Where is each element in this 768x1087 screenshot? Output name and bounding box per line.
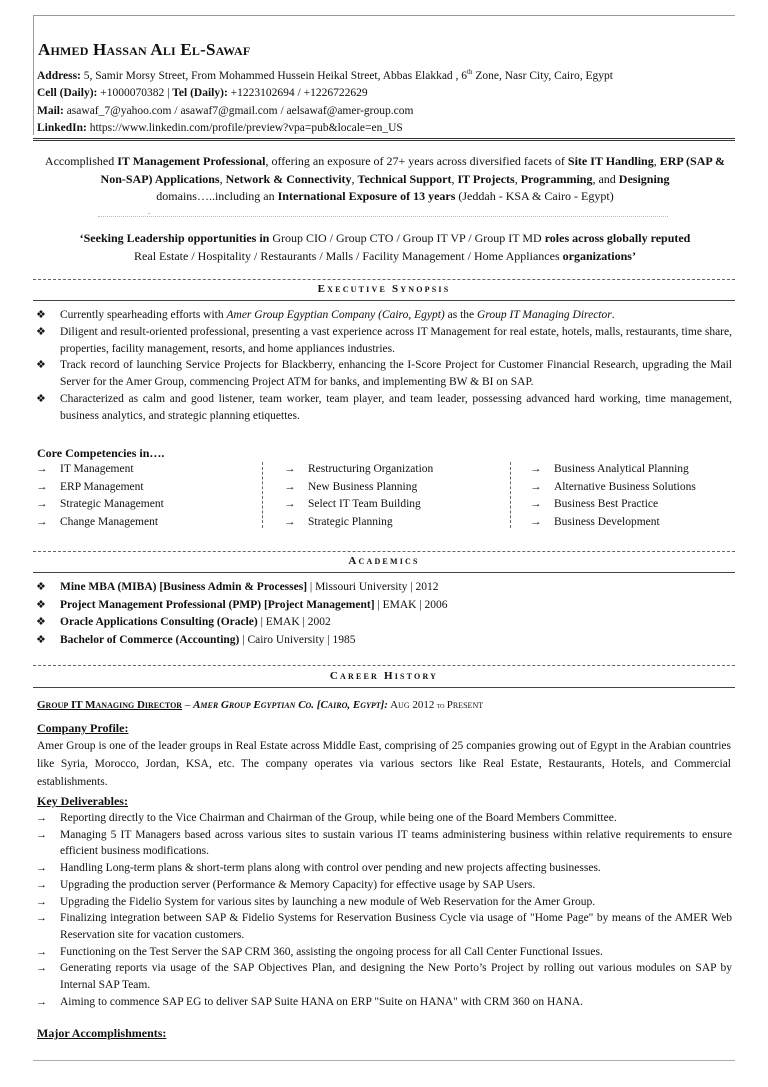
list-item-text: IT Management (60, 463, 134, 475)
section-title-executive: Executive Synopsis (317, 283, 451, 295)
linkedin-label: LinkedIn: (37, 122, 87, 135)
summary-text: , (451, 171, 458, 186)
degree-detail: | EMAK | 2002 (257, 616, 331, 628)
list-item-text (60, 307, 732, 324)
summary-text: , (653, 154, 660, 168)
seeking-bold: ‘Seeking Leadership opportunities in (79, 231, 270, 245)
arrow-right-icon: → (36, 878, 47, 891)
list-item (36, 810, 732, 827)
list-item-text: Change Management (60, 515, 159, 528)
core-column-divider (262, 462, 263, 528)
list-item-text: Track record of launching Service Projects for Blackberry, enhancing the I-Score Project for Customer Financial Research, upgrading the Mail Server for the Amer Group, commencing Project ATM for banks, and implementing BW & BI on SAP. (60, 359, 732, 389)
list-item-text: Business Analytical Planning (554, 463, 689, 475)
list-item (36, 614, 726, 632)
job-date-start: Aug 2012 (387, 699, 435, 711)
list-item (284, 496, 504, 514)
frame-top-border (33, 15, 735, 16)
degree-name: Project Management Professional (PMP) [Project Management] (60, 598, 375, 611)
list-item-text: Handling Long-term plans & short-term plans along with control over pending and new projects affecting businesses. (60, 862, 601, 875)
diamond-bullet-icon: ❖ (36, 392, 46, 405)
address-label: Address: (37, 69, 81, 82)
degree-detail: | Cairo University | 1985 (239, 633, 356, 646)
list-item (36, 632, 726, 650)
list-item-text: Generating reports via usage of the SAP Objectives Plan, and designing the New Porto’s Project by rolling out various modules on SAP by Internal SAP Team. (60, 962, 732, 992)
key-deliverables-heading: Key Deliverables: (37, 794, 128, 808)
list-item (36, 960, 732, 993)
seeking-bold: roles across globally reputed (544, 231, 691, 245)
summary-dotted-rule (98, 216, 668, 217)
degree-detail: | EMAK | 2006 (374, 598, 448, 611)
job-role: Group IT Managing Director (37, 699, 183, 711)
address-post: Zone, Nasr City, Cairo, Egypt (472, 69, 613, 82)
exec-bottom-rule (33, 300, 735, 301)
header-divider (33, 138, 735, 141)
diamond-bullet-icon: ❖ (36, 309, 46, 321)
arrow-right-icon: → (284, 498, 296, 510)
address-sup: th (467, 68, 473, 76)
summary-bold: IT Projects (457, 171, 515, 186)
core-column-divider (510, 462, 511, 528)
phone-line (37, 85, 737, 103)
executive-list (36, 307, 732, 425)
seeking-bold: organizations’ (562, 249, 636, 263)
degree-name: Mine MBA (MIBA) [Business Admin & Processes] (60, 581, 308, 593)
list-item-text: ERP Management (60, 480, 144, 493)
list-item (36, 391, 732, 425)
arrow-right-icon: → (36, 828, 47, 841)
arrow-right-icon: → (36, 945, 47, 958)
list-item (284, 461, 504, 479)
list-item (530, 479, 740, 497)
list-item-text: Aiming to commence SAP EG to deliver SAP Suite HANA on ERP "Suite on HANA" with CRM 360 on HANA. (60, 995, 584, 1008)
arrow-right-icon: → (530, 515, 542, 528)
career-top-rule (33, 665, 735, 666)
arrow-right-icon: → (530, 498, 542, 510)
company-profile-text: Amer Group is one of the leader groups in Real Estate across Middle East, comprising of 25 companies growing out of Egypt in the Arabian countries like Syria, Morocco, Jordan, KSA, etc. The company operates via various sectors like Real Estate, Restaurants, Hotels, and Commercial establishments. (37, 740, 731, 788)
list-item-text: Finalizing integration between SAP & Fidelio Systems for Reservation Business Cycle via usage of "Home Page" by means of the AMER Web Reservation site for vacation customers. (60, 912, 732, 941)
summary-bold: Network & Connectivity (225, 171, 352, 186)
list-item-text: Business Development (554, 515, 660, 528)
summary-bold: Site IT Handling (567, 154, 654, 168)
list-item-text: Select IT Team Building (308, 498, 421, 510)
degree-name: Oracle Applications Consulting (Oracle) (60, 616, 258, 628)
list-item (530, 514, 740, 532)
cell-label: Cell (Daily): (37, 87, 98, 100)
summary-text: , (514, 171, 521, 186)
company-profile-heading: Company Profile: (37, 721, 129, 735)
mail-label: Mail: (37, 104, 64, 117)
arrow-right-icon: → (36, 895, 47, 908)
list-item (530, 496, 740, 514)
summary-bold: International Exposure of 13 years (277, 189, 456, 203)
linkedin-line (37, 120, 737, 138)
summary-bold: ERP (SAP & Non-SAP) Applications (100, 154, 726, 186)
list-item-text: Diligent and result-oriented professional, presenting a vast experience across IT Management for real estate, hotels, malls, restaurants, time share, properties, facility management, resorts, and home appliances industries. (60, 325, 732, 355)
summary-text: Accomplished (44, 154, 118, 168)
list-item (36, 479, 256, 497)
list-item-text: New Business Planning (308, 480, 418, 493)
seeking-text: Group CIO / Group CTO / Group IT VP / Group IT MD (269, 231, 545, 245)
summary-text: (Jeddah - KSA & Cairo - Egypt) (455, 189, 614, 203)
list-item (36, 307, 732, 324)
section-title-career: Career History (329, 670, 439, 682)
arrow-right-icon: → (36, 862, 47, 875)
arrow-right-icon: → (36, 812, 47, 824)
arrow-right-icon: → (36, 515, 48, 528)
list-item (530, 461, 740, 479)
diamond-bullet-icon: ❖ (36, 325, 46, 338)
summary-text: , (219, 171, 226, 186)
diamond-bullet-icon: ❖ (36, 633, 46, 646)
deliverables-list (36, 810, 732, 1010)
list-item-text: Restructuring Organization (308, 463, 434, 475)
list-item-text: Alternative Business Solutions (554, 480, 696, 493)
tel-value: +1223102694 / +1226722629 (230, 87, 368, 100)
diamond-bullet-icon: ❖ (36, 359, 46, 372)
core-competencies-title: Core Competencies in…. (37, 446, 165, 460)
summary-bold: Technical Support (357, 171, 452, 186)
mail-line (37, 103, 737, 121)
list-item-text: Managing 5 IT Managers based across various sites to sustain various IT teams administering business within relative requirements to ensure efficient business modifications. (60, 828, 732, 858)
list-item-text: Reporting directly to the Vice Chairman and Chairman of the Group, while being one of the Board Members Committee. (60, 812, 617, 824)
page-bottom-rule (33, 1060, 735, 1061)
degree-name: Bachelor of Commerce (Accounting) (60, 633, 240, 646)
list-item-text: Upgrading the production server (Performance & Memory Capacity) for effective usage by SAP Users. (60, 878, 536, 891)
arrow-right-icon: → (36, 463, 48, 475)
list-item (36, 944, 732, 961)
list-item (36, 827, 732, 860)
list-item-text: Strategic Management (60, 498, 164, 510)
professional-summary (40, 153, 730, 206)
major-accomplishments-heading: Major Accomplishments: (37, 1026, 167, 1040)
exec-top-rule (33, 279, 735, 280)
list-item (36, 357, 732, 391)
arrow-right-icon: → (530, 480, 542, 493)
diamond-bullet-icon: ❖ (36, 598, 46, 611)
list-item-text: Upgrading the Fidelio System for various sites by launching a new module of Web Reservation for the Amer Group. (60, 895, 596, 908)
list-item-text: Functioning on the Test Server the SAP CRM 360, assisting the ongoing process for all Call Center Functional Issues. (60, 945, 603, 958)
mail-value[interactable]: asawaf_7@yahoo.com / asawaf7@gmail.com / aelsawaf@amer-group.com (66, 104, 414, 117)
degree-detail: | Missouri University | 2012 (307, 581, 439, 593)
arrow-right-icon: → (36, 995, 47, 1008)
exec-text: . (611, 309, 615, 321)
summary-text: , offering an exposure of 27+ years across diversified facets of (265, 154, 568, 168)
seeking-text: Real Estate / Hospitality / Restaurants / Malls / Facility Management / Home Appliances (134, 249, 563, 263)
core-column-2 (284, 461, 504, 531)
address-pre: 5, Samir Morsy Street, From Mohammed Hussein Heikal Street, Abbas Elakkad , 6 (83, 69, 468, 82)
address-line (37, 64, 737, 85)
arrow-right-icon: → (284, 515, 296, 528)
linkedin-link[interactable]: https://www.linkedin.com/profile/preview?vpa=pub&locale=en_US (89, 122, 403, 135)
job-title-line (37, 699, 737, 711)
diamond-bullet-icon: ❖ (36, 616, 46, 628)
phone-separator: | (164, 87, 173, 100)
exec-text: Currently spearheading efforts with (60, 309, 227, 321)
list-item (36, 910, 732, 943)
academics-list (36, 579, 726, 649)
job-dash: – (182, 699, 194, 711)
summary-dot: . (148, 206, 151, 216)
tel-label: Tel (Daily): (172, 87, 228, 100)
arrow-right-icon: → (36, 912, 47, 925)
academics-bottom-rule (33, 572, 735, 573)
list-item (36, 579, 726, 597)
list-item (36, 461, 256, 479)
seeking-statement (40, 229, 730, 265)
job-date-to: to (434, 700, 447, 710)
summary-bold: Designing (618, 171, 670, 186)
cell-value: +1000070382 (100, 87, 165, 100)
career-bottom-rule (33, 687, 735, 688)
arrow-right-icon: → (36, 498, 48, 510)
list-item (36, 877, 732, 894)
summary-bold: IT Management Professional (117, 154, 266, 168)
frame-left-border (33, 15, 34, 135)
summary-text: , and (592, 171, 619, 186)
arrow-right-icon: → (284, 480, 296, 493)
exec-text: as the (444, 309, 478, 321)
candidate-name: Ahmed Hassan Ali El-Sawaf (38, 40, 251, 59)
list-item (36, 496, 256, 514)
list-item (284, 479, 504, 497)
summary-text: domains…..including an (156, 189, 278, 203)
list-item (36, 994, 732, 1011)
arrow-right-icon: → (36, 962, 47, 975)
summary-bold: Programming (520, 171, 593, 186)
list-item-text: Characterized as calm and good listener, team worker, team player, and team leader, possessing advanced hard working, time management, business analytics, and strategic planning etiquettes. (60, 392, 732, 422)
list-item (36, 894, 732, 911)
diamond-bullet-icon: ❖ (36, 581, 46, 593)
core-column-3 (530, 461, 740, 531)
exec-italic: Group IT Managing Director (477, 309, 612, 321)
arrow-right-icon: → (284, 463, 296, 475)
job-company: Amer Group Egyptian Co. [Cairo, Egypt]: (193, 699, 388, 711)
core-column-1 (36, 461, 256, 531)
list-item (36, 860, 732, 877)
summary-text: , (351, 171, 358, 186)
list-item (36, 514, 256, 532)
list-item-text: Business Best Practice (554, 498, 659, 510)
section-title-academics: Academics (348, 555, 420, 567)
list-item (36, 324, 732, 358)
exec-italic: Amer Group Egyptian Company (Cairo, Egypt) (226, 309, 445, 321)
arrow-right-icon: → (36, 480, 48, 493)
arrow-right-icon: → (530, 463, 542, 475)
academics-top-rule (33, 551, 735, 552)
contact-block (37, 64, 737, 138)
job-date-end: Present (446, 699, 484, 711)
list-item-text: Strategic Planning (308, 515, 393, 528)
list-item (284, 514, 504, 532)
list-item (36, 597, 726, 615)
